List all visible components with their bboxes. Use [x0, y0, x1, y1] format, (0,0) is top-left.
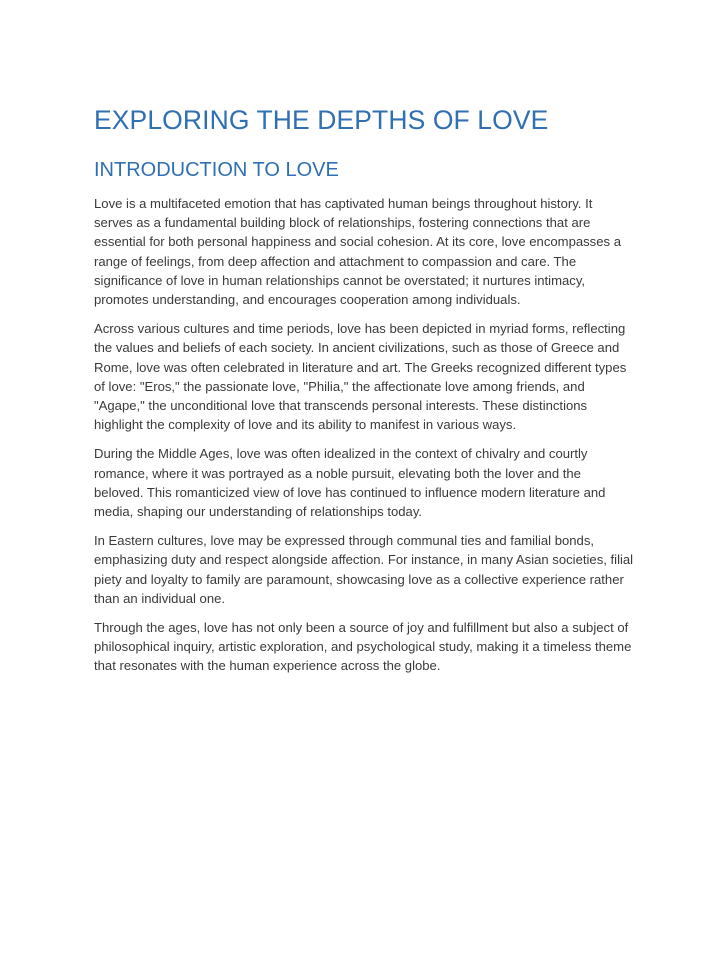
body-paragraph: In Eastern cultures, love may be expressed through communal ties and familial bonds, emphasizing duty and respect alongside affection. For instance, in many Asian societies, filial piety and loyalty to family are paramount, showcasing love as a collective experience rather than an individual one. — [94, 533, 634, 606]
body-paragraph: During the Middle Ages, love was often idealized in the context of chivalry and courtly romance, where it was portrayed as a noble pursuit, elevating both the lover and the beloved. This romanticized view of love has continued to influence modern literature and media, shaping our understanding of relationships today. — [94, 446, 606, 520]
body-paragraph: Love is a multifaceted emotion that has captivated human beings throughout history. It serves as a fundamental building block of relationships, fostering connections that are essential for both personal happiness and social cohesion. At its core, love encompasses a range of feelings, from deep affection and attachment to compassion and care. The significance of love in human relationships cannot be overstated; it nurtures intimacy, promotes understanding, and encourages cooperation among individuals. — [94, 196, 621, 308]
document-content — [94, 98, 634, 676]
section-heading: INTRODUCTION TO LOVE — [94, 159, 339, 181]
document-title: EXPLORING THE DEPTHS OF LOVE — [94, 105, 549, 135]
body-paragraph: Across various cultures and time periods, love has been depicted in myriad forms, reflecting the values and beliefs of each society. In ancient civilizations, such as those of Greece and Rome, love was often celebrated in literature and art. The Greeks recognized different types of love: "Eros," the passionate love, "Philia," the affectionate love among friends, and "Agape," the unconditional love that transcends personal interests. These distinctions highlight the complexity of love and its ability to manifest in various ways. — [94, 321, 627, 433]
body-paragraph: Through the ages, love has not only been a source of joy and fulfillment but also a subject of philosophical inquiry, artistic exploration, and psychological study, making it a timeless theme that resonates with the human experience across the globe. — [94, 620, 632, 674]
